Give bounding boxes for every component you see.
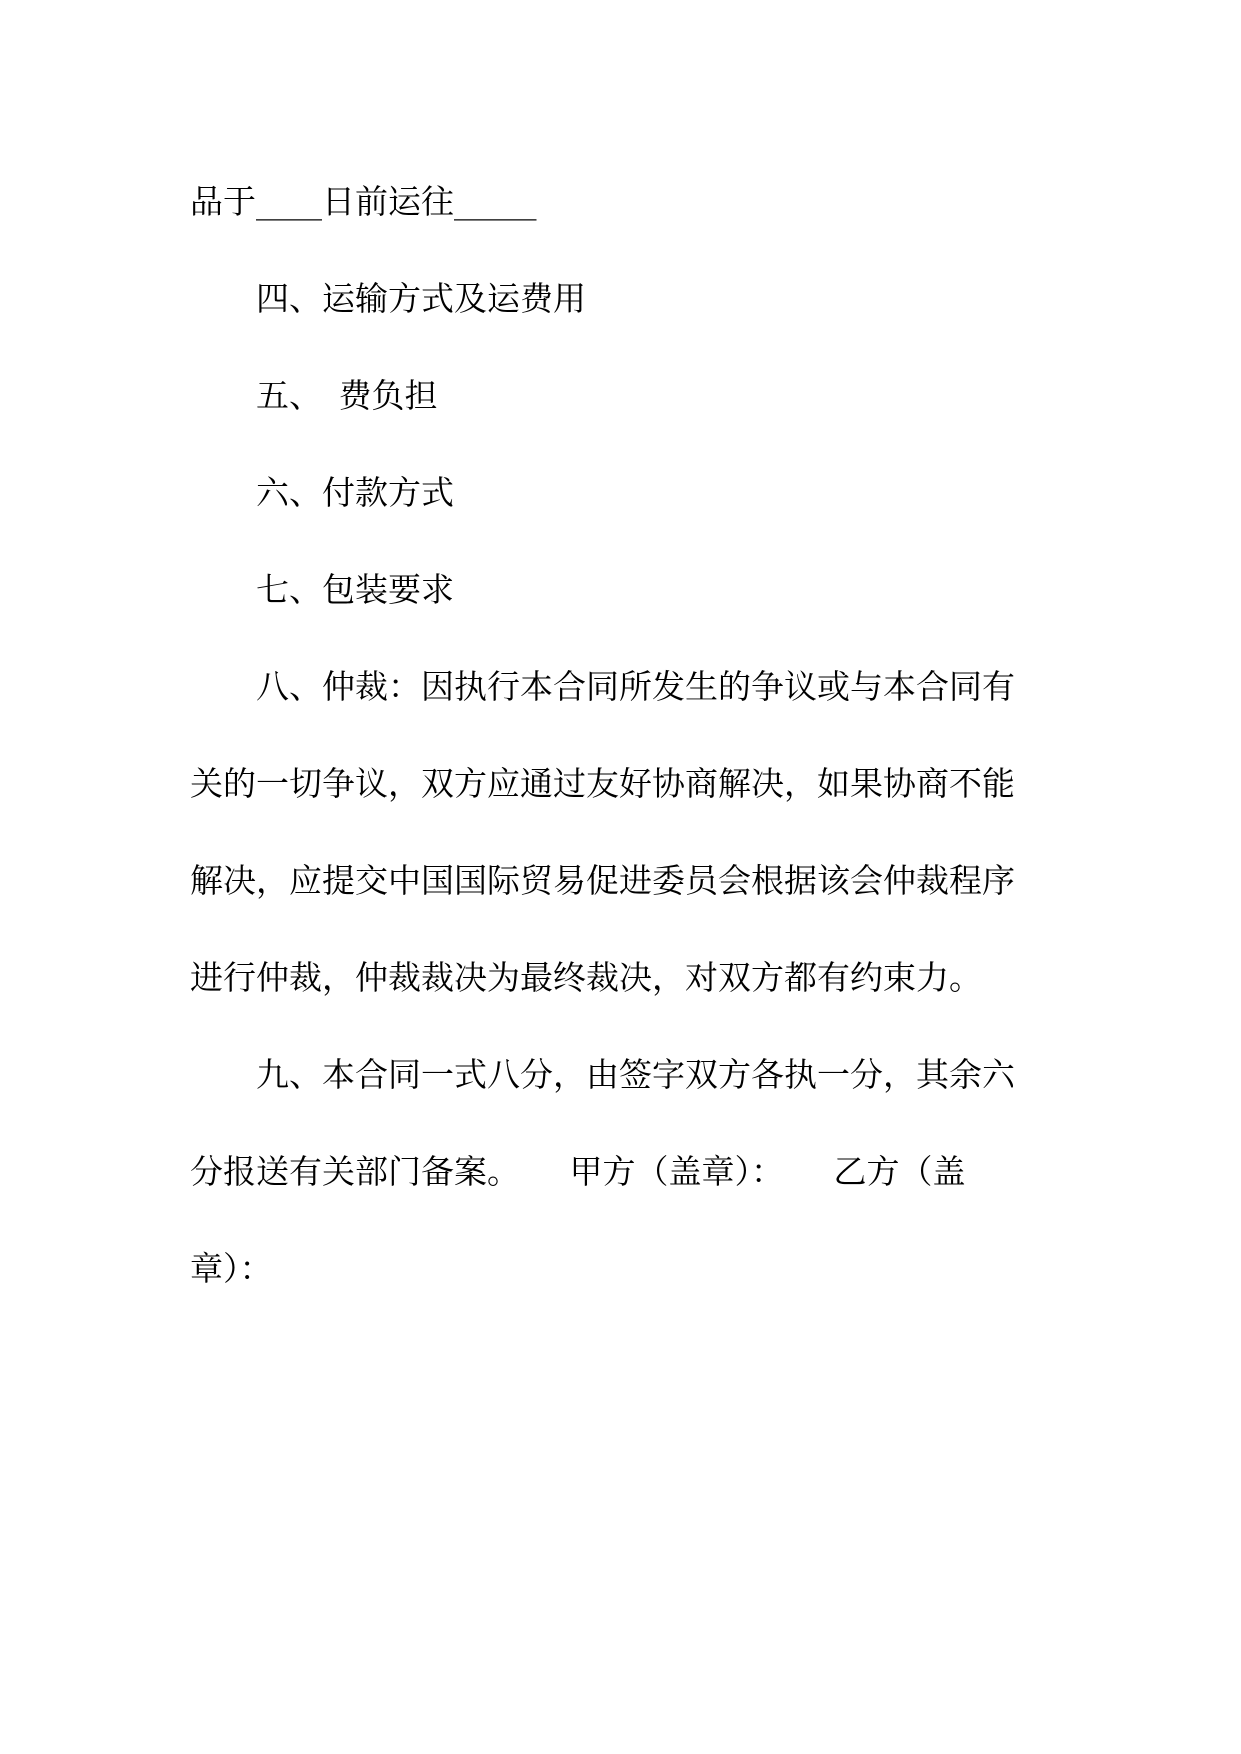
clause-8-line-3: 解决，应提交中国国际贸易促进委员会根据该会仲裁程序 xyxy=(190,861,1015,900)
clause-7-heading: 七、包装要求 xyxy=(256,570,454,609)
clause-4-heading: 四、运输方式及运费用 xyxy=(256,279,586,318)
clause-9-line-2: 分报送有关部门备案。 甲方（盖章）： 乙方（盖 xyxy=(190,1152,966,1191)
clause-6-heading: 六、付款方式 xyxy=(256,473,454,512)
clause-8-line-1: 八、仲裁：因执行本合同所发生的争议或与本合同有 xyxy=(256,667,1015,706)
clause-8-line-2: 关的一切争议，双方应通过友好协商解决，如果协商不能 xyxy=(190,764,1015,803)
signature-line: 章）： xyxy=(190,1249,273,1288)
clause-8-line-4: 进行仲裁，仲裁裁决为最终裁决，对双方都有约束力。 xyxy=(190,958,982,997)
clause-9-line-1: 九、本合同一式八分，由签字双方各执一分，其余六 xyxy=(256,1055,1015,1094)
clause-5-heading: 五、 费负担 xyxy=(256,376,438,415)
text-line-1: 品于____日前运往_____ xyxy=(190,182,537,221)
